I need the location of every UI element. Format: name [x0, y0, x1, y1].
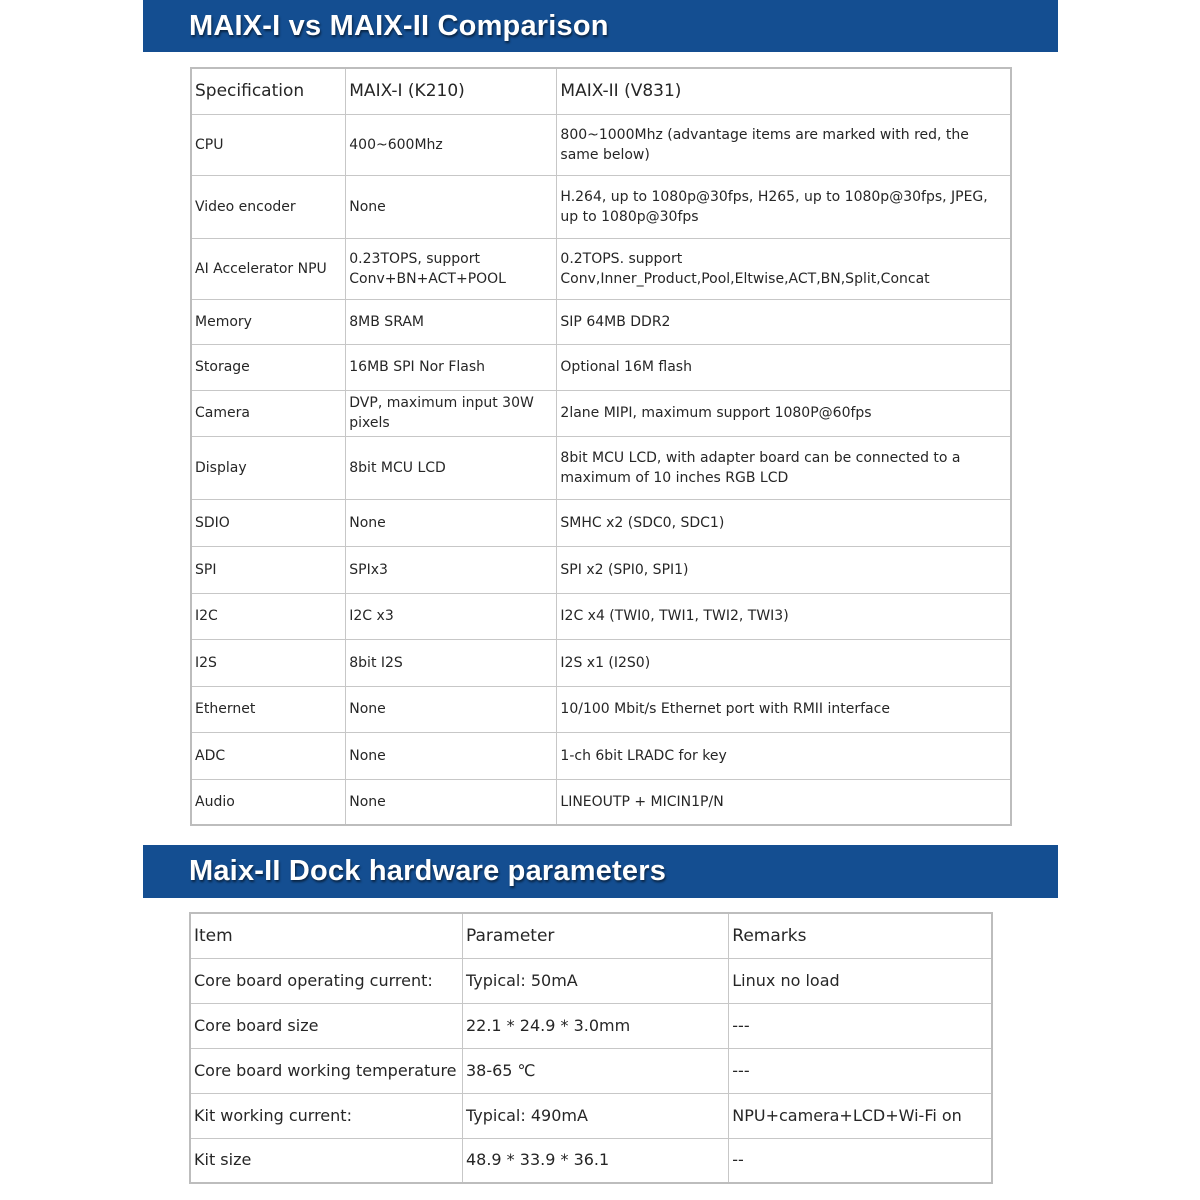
table-cell: 48.9 * 33.9 * 36.1 [462, 1138, 728, 1183]
table-cell: None [346, 779, 557, 825]
table-cell: None [346, 686, 557, 732]
parameter-row [190, 1003, 992, 1048]
table-cell: 8bit MCU LCD, with adapter board can be connected to a maximum of 10 inches RGB LCD [557, 436, 1011, 499]
spec-row [191, 686, 1011, 732]
spec-row [191, 499, 1011, 546]
table-cell: DVP, maximum input 30W pixels [346, 390, 557, 436]
table-cell: None [346, 175, 557, 238]
table-cell: Video encoder [191, 175, 346, 238]
table-cell: SPIx3 [346, 546, 557, 593]
table-cell: Typical: 490mA [462, 1093, 728, 1138]
table-cell: 400~600Mhz [346, 114, 557, 175]
spec-row [191, 546, 1011, 593]
table-cell: SIP 64MB DDR2 [557, 299, 1011, 344]
hardware-banner [143, 845, 1058, 898]
table-cell: Typical: 50mA [462, 958, 728, 1003]
table-cell: None [346, 499, 557, 546]
table-cell: 22.1 * 24.9 * 3.0mm [462, 1003, 728, 1048]
table-cell: Ethernet [191, 686, 346, 732]
table-cell: I2C [191, 593, 346, 639]
table-cell: -- [729, 1138, 992, 1183]
table-cell: 1-ch 6bit LRADC for key [557, 732, 1011, 779]
table-cell: Kit working current: [190, 1093, 462, 1138]
table-cell: SDIO [191, 499, 346, 546]
spec-row [191, 238, 1011, 299]
table-cell: 8bit I2S [346, 639, 557, 686]
spec-row [191, 436, 1011, 499]
table-cell: 16MB SPI Nor Flash [346, 344, 557, 390]
table-cell: LINEOUTP + MICIN1P/N [557, 779, 1011, 825]
table-cell: 8MB SRAM [346, 299, 557, 344]
table-cell: I2S x1 (I2S0) [557, 639, 1011, 686]
table-cell: 38-65 ℃ [462, 1048, 728, 1093]
table-cell: SPI x2 (SPI0, SPI1) [557, 546, 1011, 593]
hardware-title: Maix-II Dock hardware parameters [189, 855, 667, 887]
spec-row [191, 639, 1011, 686]
spec-row [191, 779, 1011, 825]
table-cell: Audio [191, 779, 346, 825]
parameter-row [190, 1093, 992, 1138]
column-header: Parameter [462, 913, 728, 958]
table-cell: 10/100 Mbit/s Ethernet port with RMII interface [557, 686, 1011, 732]
table-header-row [190, 913, 992, 958]
table-cell: 800~1000Mhz (advantage items are marked with red, the same below) [557, 114, 1011, 175]
table-cell: Core board size [190, 1003, 462, 1048]
table-cell: Display [191, 436, 346, 499]
hardware-table [189, 912, 993, 1184]
column-header: Item [190, 913, 462, 958]
parameter-row [190, 1138, 992, 1183]
table-header-row [191, 68, 1011, 114]
comparison-table [190, 67, 1012, 826]
table-cell: Storage [191, 344, 346, 390]
parameter-row [190, 1048, 992, 1093]
table-cell: SPI [191, 546, 346, 593]
table-cell: Memory [191, 299, 346, 344]
column-header: Specification [191, 68, 346, 114]
table-cell: CPU [191, 114, 346, 175]
table-cell: --- [729, 1048, 992, 1093]
table-cell: H.264, up to 1080p@30fps, H265, up to 1080p@30fps, JPEG, up to 1080p@30fps [557, 175, 1011, 238]
column-header: MAIX-I (K210) [346, 68, 557, 114]
table-cell: Core board working temperature [190, 1048, 462, 1093]
table-cell: Camera [191, 390, 346, 436]
table-cell: 8bit MCU LCD [346, 436, 557, 499]
table-cell: I2C x4 (TWI0, TWI1, TWI2, TWI3) [557, 593, 1011, 639]
table-cell: None [346, 732, 557, 779]
spec-row [191, 299, 1011, 344]
table-cell: 2lane MIPI, maximum support 1080P@60fps [557, 390, 1011, 436]
spec-row [191, 175, 1011, 238]
column-header: MAIX-II (V831) [557, 68, 1011, 114]
table-cell: 0.23TOPS, support Conv+BN+ACT+POOL [346, 238, 557, 299]
table-cell: Kit size [190, 1138, 462, 1183]
spec-row [191, 732, 1011, 779]
spec-row [191, 344, 1011, 390]
comparison-banner [143, 0, 1058, 52]
spec-row [191, 390, 1011, 436]
table-cell: SMHC x2 (SDC0, SDC1) [557, 499, 1011, 546]
table-cell: I2S [191, 639, 346, 686]
table-cell: --- [729, 1003, 992, 1048]
table-cell: Linux no load [729, 958, 992, 1003]
table-cell: Core board operating current: [190, 958, 462, 1003]
table-cell: I2C x3 [346, 593, 557, 639]
parameter-row [190, 958, 992, 1003]
column-header: Remarks [729, 913, 992, 958]
table-cell: NPU+camera+LCD+Wi-Fi on [729, 1093, 992, 1138]
table-cell: Optional 16M flash [557, 344, 1011, 390]
spec-row [191, 114, 1011, 175]
table-cell: AI Accelerator NPU [191, 238, 346, 299]
comparison-title: MAIX-I vs MAIX-II Comparison [189, 9, 609, 42]
table-cell: ADC [191, 732, 346, 779]
table-cell: 0.2TOPS. support Conv,Inner_Product,Pool,Eltwise,ACT,BN,Split,Concat [557, 238, 1011, 299]
spec-row [191, 593, 1011, 639]
